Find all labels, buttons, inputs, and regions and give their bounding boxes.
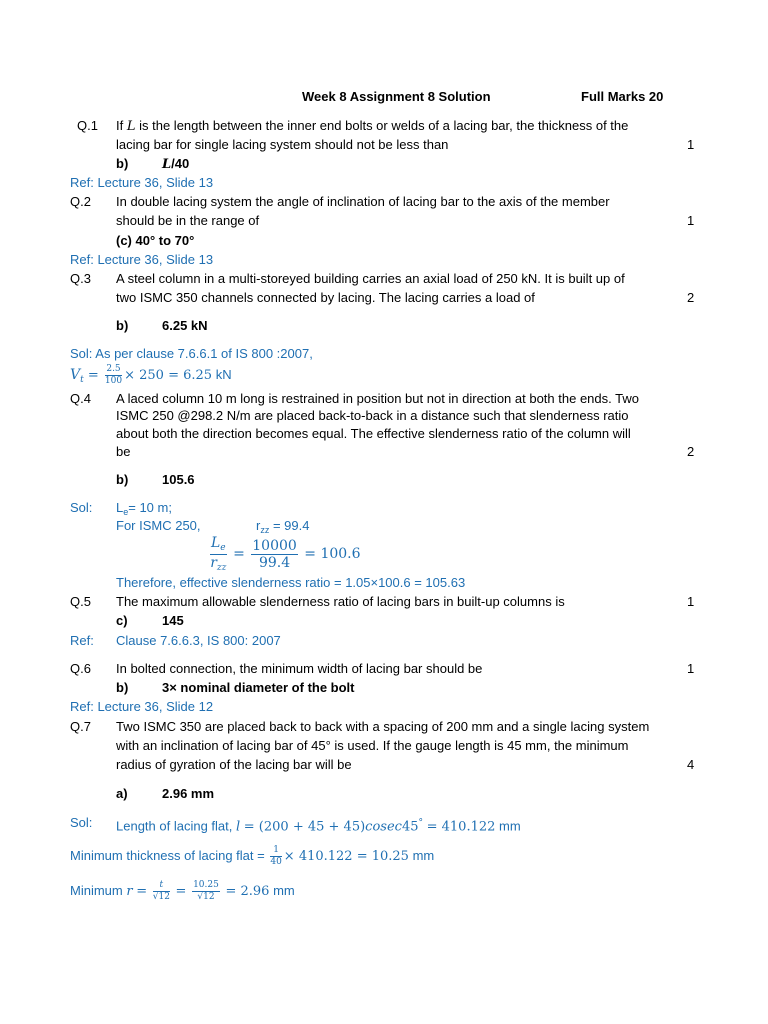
solution-equation: Minimum r = $\frac{t}{√12}$ = $\frac{10.25}{√12}$ = 2.96 mm <box>70 880 295 903</box>
question-number: Q.3 <box>70 271 91 286</box>
question-text: lacing bar for single lacing system should not be less than <box>116 137 449 152</box>
question-marks: 1 <box>687 594 695 609</box>
reference: Ref: Lecture 36, Slide 12 <box>70 699 214 714</box>
question-number: Q.5 <box>70 594 91 609</box>
solution-text: $L_e= 10$ m; <box>116 500 172 517</box>
answer-option: c) <box>116 613 128 628</box>
question-marks: 2 <box>687 290 695 305</box>
answer-text: 145 <box>162 613 184 628</box>
answer-text: (c) 40° to 70° <box>116 233 195 248</box>
question-number: Q.4 <box>70 391 91 406</box>
question-marks: 4 <box>687 757 695 772</box>
answer-text: 6.25 kN <box>162 318 208 333</box>
solution-equation: $\frac{L_e}{r_{zz}}$ = $\frac{10000}{99.4}$ = 100.6 <box>210 534 361 573</box>
solution-text: Sol: As per clause 7.6.6.1 of IS 800 :2007, <box>70 346 313 361</box>
reference: Ref: Lecture 36, Slide 13 <box>70 175 214 190</box>
answer-option: a) <box>116 786 128 801</box>
answer-text: 2.96 mm <box>162 786 215 801</box>
solution-text: $r_{zz} = 99.4$ <box>256 518 310 535</box>
question-text: In bolted connection, the minimum width of lacing bar should be <box>116 661 483 676</box>
question-text: two ISMC 350 channels connected by lacing. The lacing carries a load of <box>116 290 535 305</box>
reference: Ref: Lecture 36, Slide 13 <box>70 252 214 267</box>
question-text: The maximum allowable slenderness ratio of lacing bars in built-up columns is <box>116 594 565 609</box>
solution-text: Therefore, effective slenderness ratio = 1.05×100.6 = 105.63 <box>116 575 466 590</box>
question-text: A laced column 10 m long is restrained in position but not in direction at both the ends. Two <box>116 391 639 406</box>
question-number: Q.2 <box>70 194 91 209</box>
question-number: Q.7 <box>70 719 91 734</box>
reference-label: Ref: <box>70 633 94 648</box>
question-text: with an inclination of lacing bar of 45° is used. If the gauge length is 45 mm, the minimum <box>116 738 629 753</box>
solution-equation: $V_t$ = $\frac{2.5}{100}$ × 250 = 6.25 kN <box>70 364 232 387</box>
question-text: radius of gyration of the lacing bar will be <box>116 757 352 772</box>
question-text: ISMC 250 @298.2 N/m are placed back-to-back in a distance such that slenderness ratio <box>116 408 629 423</box>
answer-text: L/40 <box>162 156 190 172</box>
solution-equation: Length of lacing flat, l = (200 + 45 + 45)cosec45° = 410.122 mm <box>116 818 521 835</box>
reference: Clause 7.6.6.3, IS 800: 2007 <box>116 633 281 648</box>
answer-option: b) <box>116 318 129 333</box>
question-marks: 1 <box>687 137 695 152</box>
answer-text: 3× nominal diameter of the bolt <box>162 680 355 695</box>
question-marks: 1 <box>687 213 695 228</box>
question-marks: 1 <box>687 661 695 676</box>
question-text: Two ISMC 350 are placed back to back with a spacing of 200 mm and a single lacing system <box>116 719 650 734</box>
question-text: about both the direction becomes equal. The effective slenderness ratio of the column will <box>116 426 631 441</box>
question-number: Q.1 <box>77 118 98 133</box>
question-text: should be in the range of <box>116 213 260 228</box>
question-text: In double lacing system the angle of inclination of lacing bar to the axis of the member <box>116 194 610 209</box>
question-number: Q.6 <box>70 661 91 676</box>
solution-label: Sol: <box>70 815 93 830</box>
question-text: A steel column in a multi-storeyed building carries an axial load of 250 kN. It is built up of <box>116 271 625 286</box>
answer-option: b) <box>116 680 129 695</box>
solution-text: For ISMC 250, <box>116 518 201 533</box>
full-marks: Full Marks 20 <box>581 89 664 104</box>
question-text: be <box>116 444 131 459</box>
page-title: Week 8 Assignment 8 Solution <box>302 89 491 104</box>
answer-text: 105.6 <box>162 472 195 487</box>
answer-option: b) <box>116 472 129 487</box>
answer-option: b) <box>116 156 129 171</box>
question-text: If L is the length between the inner end bolts or welds of a lacing bar, the thickness of the <box>116 118 629 134</box>
solution-label: Sol: <box>70 500 93 515</box>
question-marks: 2 <box>687 444 695 459</box>
solution-equation: Minimum thickness of lacing flat = $\frac{1}{40}$ × 410.122 = 10.25 mm <box>70 845 435 868</box>
